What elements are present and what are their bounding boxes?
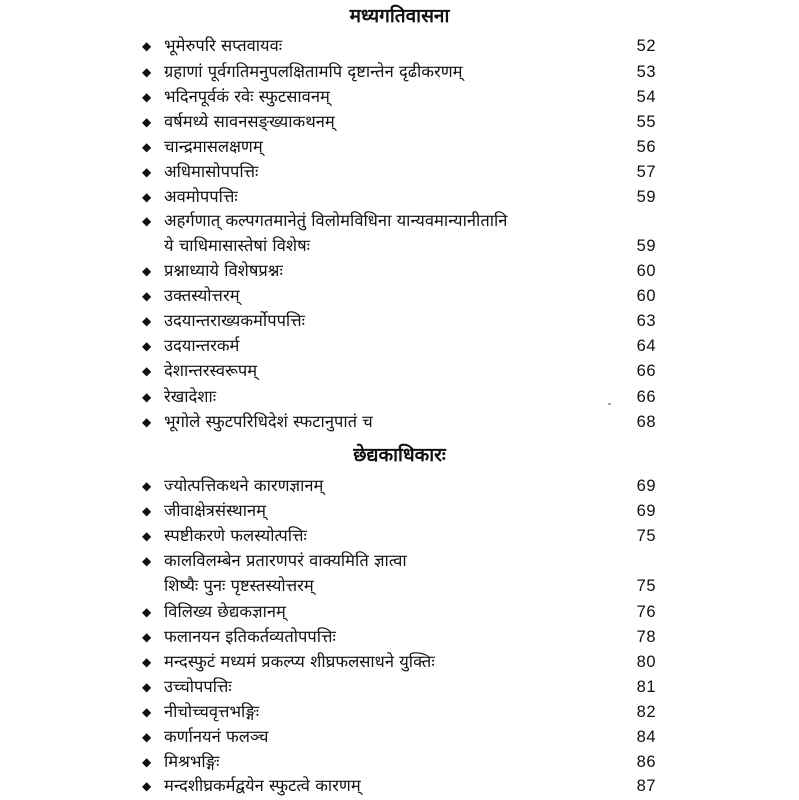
entry-title: अवमोपपत्तिः <box>164 187 238 206</box>
toc-entry[interactable] <box>0 358 799 384</box>
entry-page-number: 76 <box>636 603 656 621</box>
toc-entry[interactable] <box>0 473 799 499</box>
diamond-bullet-icon: ◆ <box>142 630 152 644</box>
entry-page-number: 64 <box>636 337 656 355</box>
entry-page-number: 63 <box>636 312 656 330</box>
entry-title: भूमेरुपरि सप्तवायवः <box>164 36 283 55</box>
entry-page-number: 53 <box>636 63 656 81</box>
toc-entry[interactable] <box>0 384 799 410</box>
toc-entry[interactable] <box>0 33 799 59</box>
diamond-bullet-icon: ◆ <box>142 655 152 669</box>
entry-title: जीवाक्षेत्रसंस्थानम् <box>164 501 266 520</box>
entry-page-number: 84 <box>636 728 656 746</box>
toc-entry[interactable] <box>0 333 799 359</box>
entry-title: रेखादेशाः <box>164 387 217 406</box>
toc-entry[interactable] <box>0 674 799 700</box>
entry-title: भदिनपूर्वकं रवेः स्फुटसावनम् <box>164 87 330 106</box>
diamond-bullet-icon: ◆ <box>142 214 152 228</box>
entry-page-number: 54 <box>636 88 656 106</box>
entry-title: चान्द्रमासलक्षणम् <box>164 137 263 156</box>
diamond-bullet-icon: ◆ <box>142 314 152 328</box>
section-heading-madhyagati: मध्यगतिवासना <box>349 5 450 27</box>
toc-entry[interactable] <box>0 109 799 135</box>
entry-title: उक्तस्योत्तरम् <box>164 286 240 305</box>
entry-title: देशान्तरस्वरूपम् <box>164 361 258 380</box>
entry-page-number: 59 <box>636 188 656 206</box>
entry-page-number: 78 <box>636 628 656 646</box>
diamond-bullet-icon: ◆ <box>142 779 152 793</box>
entry-title: भूगोले स्फुटपरिधिदेशं स्फटानुपातं च <box>164 412 373 431</box>
entry-page-number: 59 <box>636 237 656 255</box>
diamond-bullet-icon: ◆ <box>142 680 152 694</box>
diamond-bullet-icon: ◆ <box>142 165 152 179</box>
entry-title: अधिमासोपपत्तिः <box>164 162 259 181</box>
entry-title: फलानयन इतिकर्तव्यतोपपत्तिः <box>164 627 336 646</box>
scan-speck <box>608 403 611 405</box>
toc-entry[interactable] <box>0 184 799 210</box>
entry-page-number: 81 <box>636 678 656 696</box>
toc-entry[interactable] <box>0 699 799 725</box>
entry-title-continuation: ये चाधिमासास्तेषां विशेषः <box>164 236 310 255</box>
toc-entry[interactable] <box>0 773 799 799</box>
entry-title: उदयान्तराख्यकर्मोपपत्तिः <box>164 311 305 330</box>
entry-page-number: 82 <box>636 703 656 721</box>
toc-entry-two-line[interactable] <box>0 208 799 260</box>
diamond-bullet-icon: ◆ <box>142 339 152 353</box>
diamond-bullet-icon: ◆ <box>142 90 152 104</box>
entry-title: वर्षमध्ये सावनसङ्ख्याकथनम् <box>164 112 335 131</box>
diamond-bullet-icon: ◆ <box>142 65 152 79</box>
diamond-bullet-icon: ◆ <box>142 415 152 429</box>
toc-entry[interactable] <box>0 724 799 750</box>
entry-title: उदयान्तरकर्म <box>164 336 240 355</box>
entry-title: मिश्रभङ्गिः <box>164 752 220 771</box>
entry-page-number: 56 <box>636 138 656 156</box>
toc-entry[interactable] <box>0 624 799 650</box>
diamond-bullet-icon: ◆ <box>142 39 152 53</box>
diamond-bullet-icon: ◆ <box>142 289 152 303</box>
entry-title: कर्णानयनं फलञ्च <box>164 727 269 746</box>
toc-entry[interactable] <box>0 409 799 435</box>
entry-title: ग्रहाणां पूर्वगतिमनुपलक्षितामपि दृष्टान्तेन दृढीकरणम् <box>164 62 463 81</box>
entry-title: ज्योत्पत्तिकथने कारणज्ञानम् <box>164 476 324 495</box>
entry-page-number: 60 <box>636 262 656 280</box>
section-heading-chedyaka: छेद्यकाधिकारः <box>353 444 446 466</box>
toc-entry[interactable] <box>0 649 799 675</box>
diamond-bullet-icon: ◆ <box>142 140 152 154</box>
toc-entry[interactable] <box>0 308 799 334</box>
diamond-bullet-icon: ◆ <box>142 705 152 719</box>
entry-page-number: 55 <box>636 113 656 131</box>
entry-title: मन्दशीघ्रकर्मद्वयेन स्फुटत्वे कारणम् <box>164 776 361 795</box>
diamond-bullet-icon: ◆ <box>142 605 152 619</box>
diamond-bullet-icon: ◆ <box>142 554 152 568</box>
toc-entry[interactable] <box>0 498 799 524</box>
toc-entry[interactable] <box>0 749 799 775</box>
diamond-bullet-icon: ◆ <box>142 190 152 204</box>
entry-page-number: 75 <box>636 577 656 595</box>
diamond-bullet-icon: ◆ <box>142 115 152 129</box>
entry-title: उच्चोपपत्तिः <box>164 677 232 696</box>
entry-title: नीचोच्चवृत्तभङ्गिः <box>164 702 260 721</box>
diamond-bullet-icon: ◆ <box>142 730 152 744</box>
diamond-bullet-icon: ◆ <box>142 479 152 493</box>
entry-title: विलिख्य छेद्यकज्ञानम् <box>164 602 286 621</box>
diamond-bullet-icon: ◆ <box>142 529 152 543</box>
toc-entry[interactable] <box>0 84 799 110</box>
toc-entry[interactable] <box>0 59 799 85</box>
toc-entry[interactable] <box>0 283 799 309</box>
entry-page-number: 52 <box>636 37 656 55</box>
entry-page-number: 68 <box>636 413 656 431</box>
entry-page-number: 66 <box>636 388 656 406</box>
entry-page-number: 87 <box>636 777 656 795</box>
entry-page-number: 57 <box>636 163 656 181</box>
toc-entry[interactable] <box>0 523 799 549</box>
entry-page-number: 69 <box>636 477 656 495</box>
diamond-bullet-icon: ◆ <box>142 390 152 404</box>
entry-title: प्रश्नाध्याये विशेषप्रश्नः <box>164 261 283 280</box>
entry-page-number: 60 <box>636 287 656 305</box>
diamond-bullet-icon: ◆ <box>142 504 152 518</box>
diamond-bullet-icon: ◆ <box>142 264 152 278</box>
diamond-bullet-icon: ◆ <box>142 755 152 769</box>
toc-entry[interactable] <box>0 159 799 185</box>
entry-title-continuation: शिष्यैः पुनः पृष्टस्तस्योत्तरम् <box>164 576 314 595</box>
entry-page-number: 75 <box>636 527 656 545</box>
entry-page-number: 80 <box>636 653 656 671</box>
entry-page-number: 66 <box>636 362 656 380</box>
toc-entry[interactable] <box>0 599 799 625</box>
entry-title: कालविलम्बेन प्रतारणपरं वाक्यमिति ज्ञात्वा <box>164 551 407 570</box>
entry-page-number: 86 <box>636 753 656 771</box>
entry-title: मन्दस्फुटं मध्यमं प्रकल्प्य शीघ्रफलसाधने युक्तिः <box>164 652 435 671</box>
toc-entry[interactable] <box>0 258 799 284</box>
toc-entry-two-line[interactable] <box>0 548 799 600</box>
toc-entry[interactable] <box>0 134 799 160</box>
entry-title: अहर्गणात् कल्पगतमानेतुं विलोमविधिना यान्यवमान्यानीतानि <box>164 211 508 230</box>
entry-page-number: 69 <box>636 502 656 520</box>
diamond-bullet-icon: ◆ <box>142 364 152 378</box>
entry-title: स्पष्टीकरणे फलस्योत्पत्तिः <box>164 526 307 545</box>
